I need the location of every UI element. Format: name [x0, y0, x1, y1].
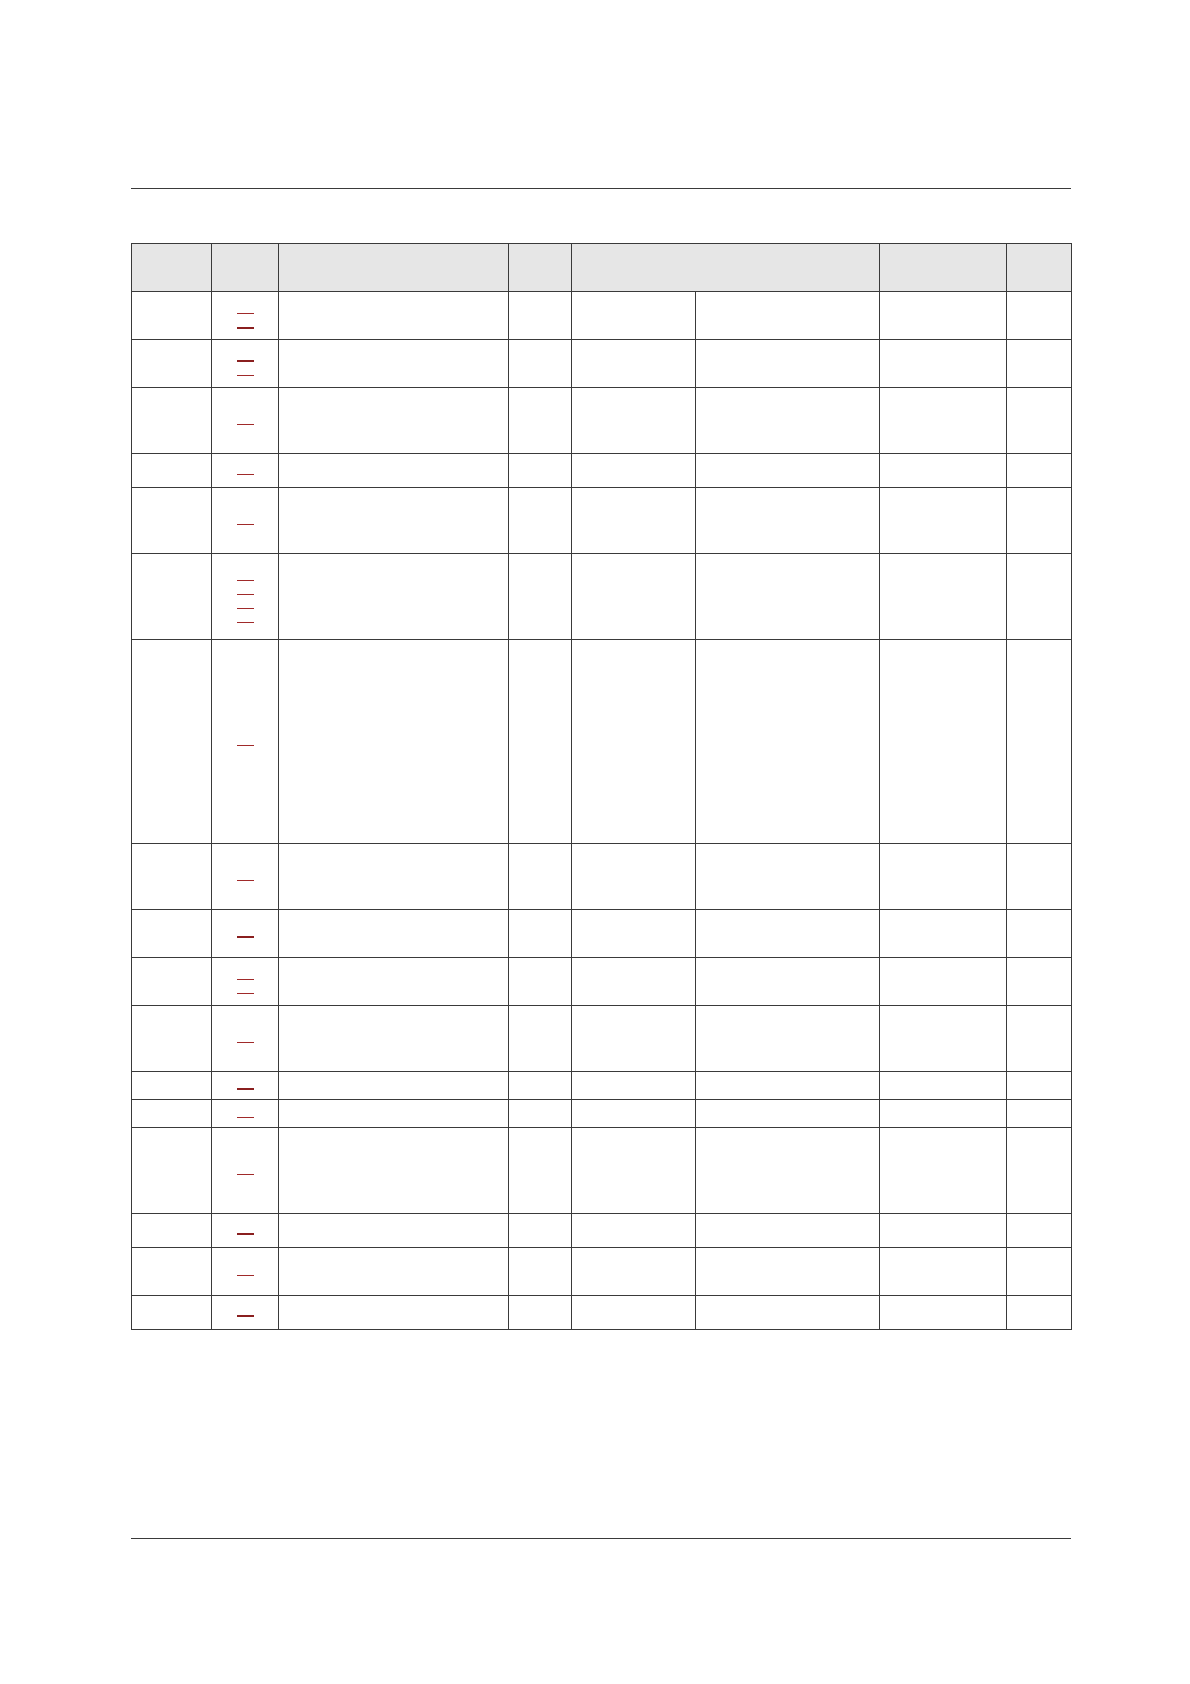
table-cell: [572, 292, 696, 340]
table-cell: [880, 1072, 1007, 1100]
mark-stack: [237, 1174, 254, 1175]
table-row: [132, 388, 1072, 454]
table-cell: [696, 1248, 880, 1296]
table-cell: [509, 454, 572, 488]
table-cell: [509, 910, 572, 958]
table-cell: [132, 1006, 212, 1072]
table-row: [132, 1006, 1072, 1072]
table-header-row: [132, 244, 1072, 292]
table-cell: [696, 958, 880, 1006]
table-cell: [279, 388, 509, 454]
mark-cell: [212, 488, 279, 554]
mark-cell: [212, 844, 279, 910]
table-cell: [279, 640, 509, 844]
table-row: [132, 1072, 1072, 1100]
table-row: [132, 640, 1072, 844]
table-cell: [696, 1100, 880, 1128]
table-cell: [572, 844, 696, 910]
table-cell: [132, 1128, 212, 1214]
mark-cell: [212, 554, 279, 640]
table-cell: [279, 1128, 509, 1214]
table-cell: [132, 844, 212, 910]
table-cell: [572, 1100, 696, 1128]
red-dash-mark: [237, 375, 254, 376]
footer-rule: [131, 1538, 1071, 1539]
header-cell: [212, 244, 279, 292]
table-cell: [1007, 1248, 1072, 1296]
table-cell: [696, 488, 880, 554]
table-cell: [880, 1296, 1007, 1330]
table-cell: [880, 1100, 1007, 1128]
table-cell: [572, 910, 696, 958]
table-cell: [509, 1100, 572, 1128]
table-cell: [696, 1214, 880, 1248]
mark-stack: [237, 1117, 254, 1118]
table-cell: [1007, 844, 1072, 910]
table-cell: [1007, 488, 1072, 554]
table-cell: [279, 958, 509, 1006]
table-cell: [279, 1100, 509, 1128]
table-cell: [132, 1248, 212, 1296]
table-cell: [696, 910, 880, 958]
table-cell: [132, 1214, 212, 1248]
table-row: [132, 454, 1072, 488]
table-cell: [696, 1006, 880, 1072]
red-dash-mark: [237, 745, 254, 746]
table-cell: [132, 910, 212, 958]
mark-stack: [237, 360, 254, 376]
table-cell: [279, 844, 509, 910]
table-row: [132, 958, 1072, 1006]
mark-cell: [212, 1296, 279, 1330]
mark-stack: [237, 936, 254, 938]
table-cell: [696, 388, 880, 454]
red-dash-mark: [237, 360, 254, 362]
table-cell: [880, 910, 1007, 958]
table-cell: [279, 340, 509, 388]
red-dash-mark: [237, 993, 254, 994]
table-cell: [509, 554, 572, 640]
red-dash-mark: [237, 608, 254, 609]
mark-cell: [212, 1128, 279, 1214]
table-cell: [880, 958, 1007, 1006]
table-cell: [1007, 1006, 1072, 1072]
table-row: [132, 1214, 1072, 1248]
red-dash-mark: [237, 580, 254, 581]
red-dash-mark: [237, 327, 254, 329]
table-cell: [132, 488, 212, 554]
mark-cell: [212, 1100, 279, 1128]
mark-stack: [237, 880, 254, 881]
table-cell: [572, 554, 696, 640]
table-cell: [572, 488, 696, 554]
header-cell: [1007, 244, 1072, 292]
table-cell: [509, 958, 572, 1006]
table-cell: [572, 454, 696, 488]
table-cell: [880, 454, 1007, 488]
mark-stack: [237, 474, 254, 475]
table-row: [132, 910, 1072, 958]
mark-cell: [212, 1248, 279, 1296]
table-cell: [1007, 1072, 1072, 1100]
table-cell: [279, 1214, 509, 1248]
header-cell: [132, 244, 212, 292]
table-cell: [509, 1072, 572, 1100]
table-cell: [696, 292, 880, 340]
table-cell: [880, 388, 1007, 454]
table-cell: [132, 340, 212, 388]
table-cell: [279, 1248, 509, 1296]
red-dash-mark: [237, 524, 254, 525]
header-cell: [880, 244, 1007, 292]
header-cell: [572, 244, 880, 292]
mark-cell: [212, 1072, 279, 1100]
table-cell: [132, 1100, 212, 1128]
table-cell: [279, 488, 509, 554]
table-cell: [132, 958, 212, 1006]
mark-stack: [237, 1088, 254, 1090]
red-dash-mark: [237, 936, 254, 938]
table-cell: [132, 388, 212, 454]
red-dash-mark: [237, 979, 254, 980]
table-cell: [509, 388, 572, 454]
table-row: [132, 1128, 1072, 1214]
table-cell: [696, 1128, 880, 1214]
table-cell: [696, 1296, 880, 1330]
table-cell: [696, 1072, 880, 1100]
table-row: [132, 554, 1072, 640]
mark-stack: [237, 580, 254, 623]
mark-stack: [237, 1233, 254, 1235]
table-cell: [572, 388, 696, 454]
red-dash-mark: [237, 622, 254, 623]
table-cell: [279, 1006, 509, 1072]
table-cell: [279, 1296, 509, 1330]
table-cell: [572, 640, 696, 844]
mark-cell: [212, 1214, 279, 1248]
table-cell: [279, 1072, 509, 1100]
mark-cell: [212, 454, 279, 488]
red-dash-mark: [237, 1275, 254, 1276]
table-cell: [509, 340, 572, 388]
mark-cell: [212, 388, 279, 454]
table-cell: [696, 340, 880, 388]
table-cell: [1007, 454, 1072, 488]
data-table: [131, 243, 1072, 1330]
red-dash-mark: [237, 424, 254, 425]
red-dash-mark: [237, 1088, 254, 1090]
table-cell: [1007, 1100, 1072, 1128]
table-body: [132, 292, 1072, 1330]
red-dash-mark: [237, 313, 254, 314]
table-cell: [880, 640, 1007, 844]
table-cell: [509, 1214, 572, 1248]
mark-cell: [212, 1006, 279, 1072]
red-dash-mark: [237, 880, 254, 881]
table-cell: [880, 488, 1007, 554]
table-cell: [572, 1006, 696, 1072]
table-cell: [1007, 340, 1072, 388]
table-cell: [696, 554, 880, 640]
table-cell: [696, 454, 880, 488]
table-cell: [509, 488, 572, 554]
table-cell: [132, 454, 212, 488]
table-cell: [880, 1214, 1007, 1248]
red-dash-mark: [237, 594, 254, 595]
table-cell: [572, 1214, 696, 1248]
table-row: [132, 1100, 1072, 1128]
table-cell: [572, 1296, 696, 1330]
table-cell: [509, 1248, 572, 1296]
table-cell: [572, 1072, 696, 1100]
mark-cell: [212, 910, 279, 958]
mark-cell: [212, 640, 279, 844]
table-row: [132, 844, 1072, 910]
table-cell: [509, 1006, 572, 1072]
table-cell: [572, 958, 696, 1006]
table-row: [132, 1248, 1072, 1296]
table-cell: [1007, 958, 1072, 1006]
table-cell: [1007, 1128, 1072, 1214]
table-cell: [132, 1296, 212, 1330]
mark-stack: [237, 1042, 254, 1043]
table-cell: [1007, 554, 1072, 640]
table-cell: [1007, 910, 1072, 958]
table-row: [132, 1296, 1072, 1330]
table-cell: [132, 292, 212, 340]
table-cell: [880, 1128, 1007, 1214]
table-cell: [279, 910, 509, 958]
mark-cell: [212, 340, 279, 388]
red-dash-mark: [237, 1233, 254, 1235]
header-cell: [279, 244, 509, 292]
mark-cell: [212, 292, 279, 340]
red-dash-mark: [237, 1042, 254, 1043]
table-cell: [1007, 388, 1072, 454]
table-cell: [509, 844, 572, 910]
table-cell: [572, 1128, 696, 1214]
red-dash-mark: [237, 1117, 254, 1118]
table-cell: [696, 844, 880, 910]
table-cell: [880, 554, 1007, 640]
table-cell: [132, 554, 212, 640]
mark-stack: [237, 1315, 254, 1317]
table-cell: [509, 640, 572, 844]
table-cell: [509, 1128, 572, 1214]
red-dash-mark: [237, 1315, 254, 1317]
table-cell: [1007, 292, 1072, 340]
header-cell: [509, 244, 572, 292]
red-dash-mark: [237, 474, 254, 475]
table-row: [132, 292, 1072, 340]
table-cell: [1007, 640, 1072, 844]
table-cell: [279, 554, 509, 640]
mark-stack: [237, 313, 254, 329]
mark-stack: [237, 524, 254, 525]
table-cell: [509, 1296, 572, 1330]
table-cell: [880, 292, 1007, 340]
table-cell: [880, 1006, 1007, 1072]
table-cell: [880, 340, 1007, 388]
table-row: [132, 488, 1072, 554]
table-cell: [572, 340, 696, 388]
mark-stack: [237, 979, 254, 994]
table-cell: [509, 292, 572, 340]
table-cell: [279, 454, 509, 488]
table-row: [132, 340, 1072, 388]
table-cell: [880, 1248, 1007, 1296]
mark-stack: [237, 424, 254, 425]
red-dash-mark: [237, 1174, 254, 1175]
table-cell: [132, 1072, 212, 1100]
table-cell: [696, 640, 880, 844]
mark-stack: [237, 1275, 254, 1276]
table-cell: [572, 1248, 696, 1296]
table-cell: [1007, 1296, 1072, 1330]
table-cell: [1007, 1214, 1072, 1248]
header-rule: [131, 188, 1071, 189]
table-cell: [880, 844, 1007, 910]
table-cell: [279, 292, 509, 340]
mark-stack: [237, 745, 254, 746]
mark-cell: [212, 958, 279, 1006]
table-cell: [132, 640, 212, 844]
